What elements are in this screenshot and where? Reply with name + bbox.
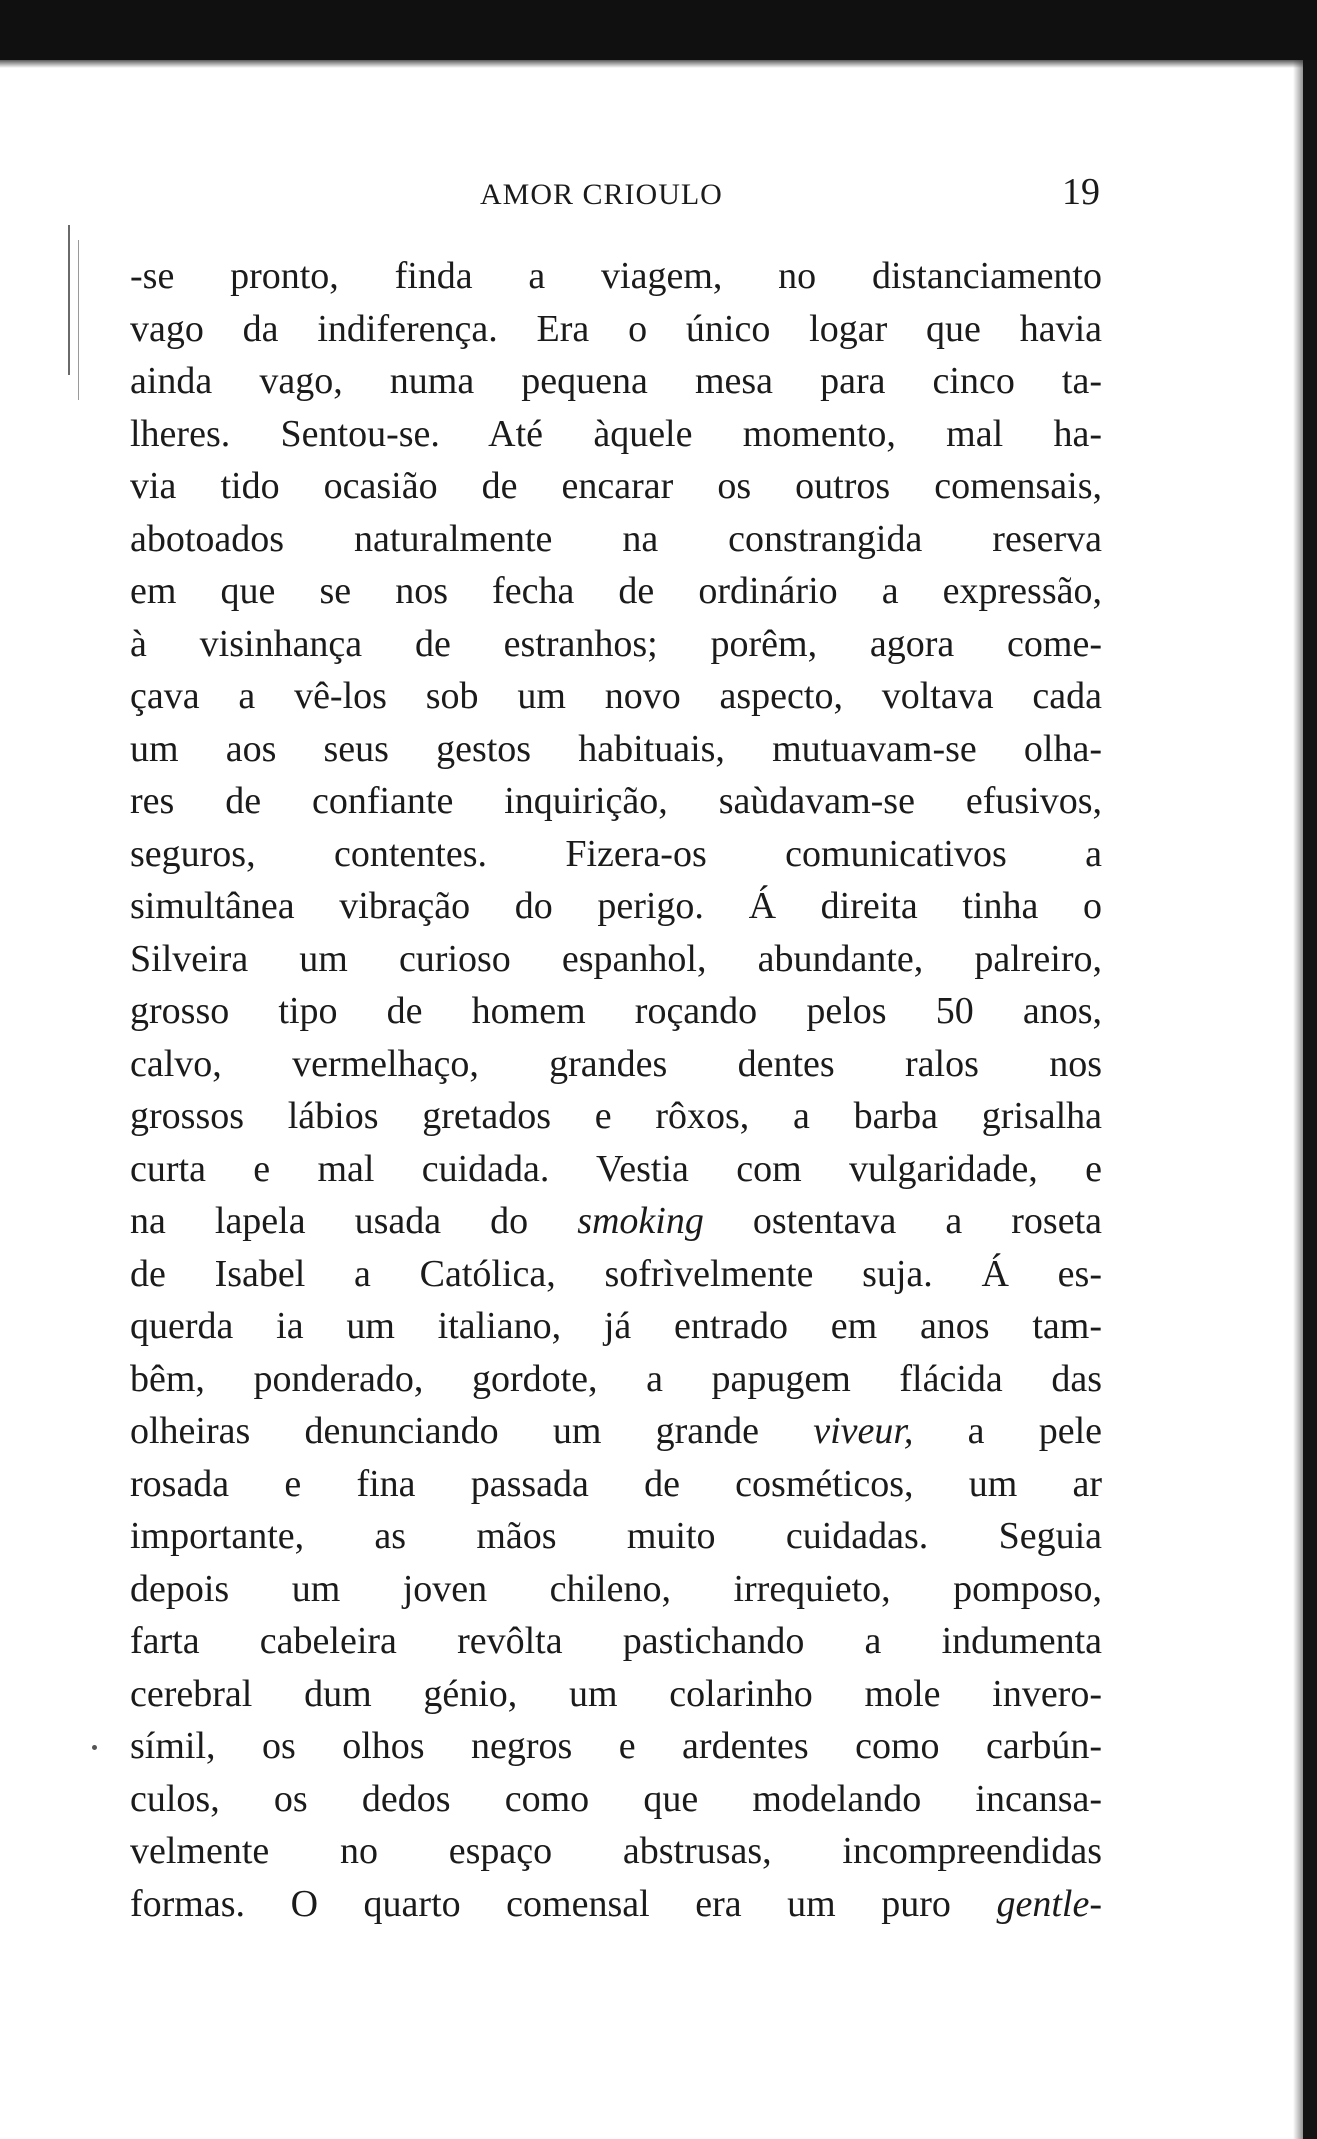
text-run: a pele — [913, 1410, 1102, 1452]
text-line: cerebral dum génio, um colarinho mole invero- — [130, 1672, 1102, 1715]
text-run: formas. O quarto comensal era um puro — [130, 1882, 997, 1925]
text-line: grosso tipo de homem roçando pelos 50 anos, — [130, 990, 1102, 1032]
text-line-with-italic — [130, 1405, 1102, 1458]
text-run: na lapela usada do — [130, 1200, 578, 1242]
margin-mark — [78, 240, 83, 400]
text-line: um aos seus gestos habituais, mutuavam-se olha- — [130, 727, 1102, 770]
text-line: lheres. Sentou-se. Até àquele momento, mal ha- — [130, 412, 1102, 455]
margin-speck — [92, 1745, 97, 1750]
text-line-with-italic — [130, 1878, 1102, 1931]
margin-mark — [68, 225, 76, 375]
italic-term: smoking — [577, 1200, 704, 1242]
text-line: vago da indiferença. Era o único logar que havia — [130, 307, 1102, 350]
text-line: -se pronto, finda a viagem, no distanciamento — [130, 255, 1102, 297]
text-line: res de confiante inquirição, saùdavam-se efusivos, — [130, 780, 1102, 822]
text-line: depois um joven chileno, irrequieto, pomposo, — [130, 1567, 1102, 1610]
text-line: em que se nos fecha de ordinário a expressão, — [130, 570, 1102, 612]
text-line: ainda vago, numa pequena mesa para cinco ta- — [130, 360, 1102, 402]
text-line: curta e mal cuidada. Vestia com vulgaridade, e — [130, 1147, 1102, 1190]
text-line: calvo, vermelhaço, grandes dentes ralos nos — [130, 1042, 1102, 1085]
text-line: importante, as mãos muito cuidadas. Seguia — [130, 1515, 1102, 1557]
running-title: AMOR CRIOULO — [480, 178, 723, 211]
text-line: querda ia um italiano, já entrado em anos tam- — [130, 1305, 1102, 1347]
text-line: de Isabel a Católica, sofrìvelmente suja. Á es- — [130, 1252, 1102, 1295]
text-run: ostentava a roseta — [703, 1200, 1102, 1242]
text-run: olheiras denunciando um grande — [130, 1410, 814, 1452]
body-text — [130, 250, 1102, 1930]
text-line: rosada e fina passada de cosméticos, um ar — [130, 1462, 1102, 1505]
italic-term: viveur, — [813, 1410, 914, 1452]
text-line: farta cabeleira revôlta pastichando a indumenta — [130, 1620, 1102, 1662]
text-line: símil, os olhos negros e ardentes como carbún- — [130, 1725, 1102, 1767]
text-line: bêm, ponderado, gordote, a papugem flácida das — [130, 1357, 1102, 1400]
text-line: simultânea vibração do perigo. Á direita tinha o — [130, 885, 1102, 927]
page-number: 19 — [1062, 171, 1100, 213]
italic-term: gentle- — [996, 1882, 1102, 1925]
scan-right-shadow — [1293, 60, 1303, 2139]
text-line: via tido ocasião de encarar os outros comensais, — [130, 465, 1102, 507]
text-line: culos, os dedos como que modelando incansa- — [130, 1777, 1102, 1820]
text-line: à visinhança de estranhos; porêm, agora come- — [130, 622, 1102, 665]
text-line: çava a vê-los sob um novo aspecto, voltava cada — [130, 675, 1102, 717]
scan-right-border — [1303, 60, 1317, 2139]
scan-top-shadow — [0, 60, 1317, 68]
text-line: seguros, contentes. Fizera-os comunicativos a — [130, 832, 1102, 875]
running-head — [130, 170, 1100, 220]
text-line: velmente no espaço abstrusas, incompreendidas — [130, 1830, 1102, 1872]
text-line: Silveira um curioso espanhol, abundante, palreiro, — [130, 937, 1102, 980]
text-line: abotoados naturalmente na constrangida reserva — [130, 517, 1102, 560]
scan-top-border — [0, 0, 1317, 60]
text-line: grossos lábios gretados e rôxos, a barba grisalha — [130, 1095, 1102, 1137]
text-line-with-italic — [130, 1195, 1102, 1248]
